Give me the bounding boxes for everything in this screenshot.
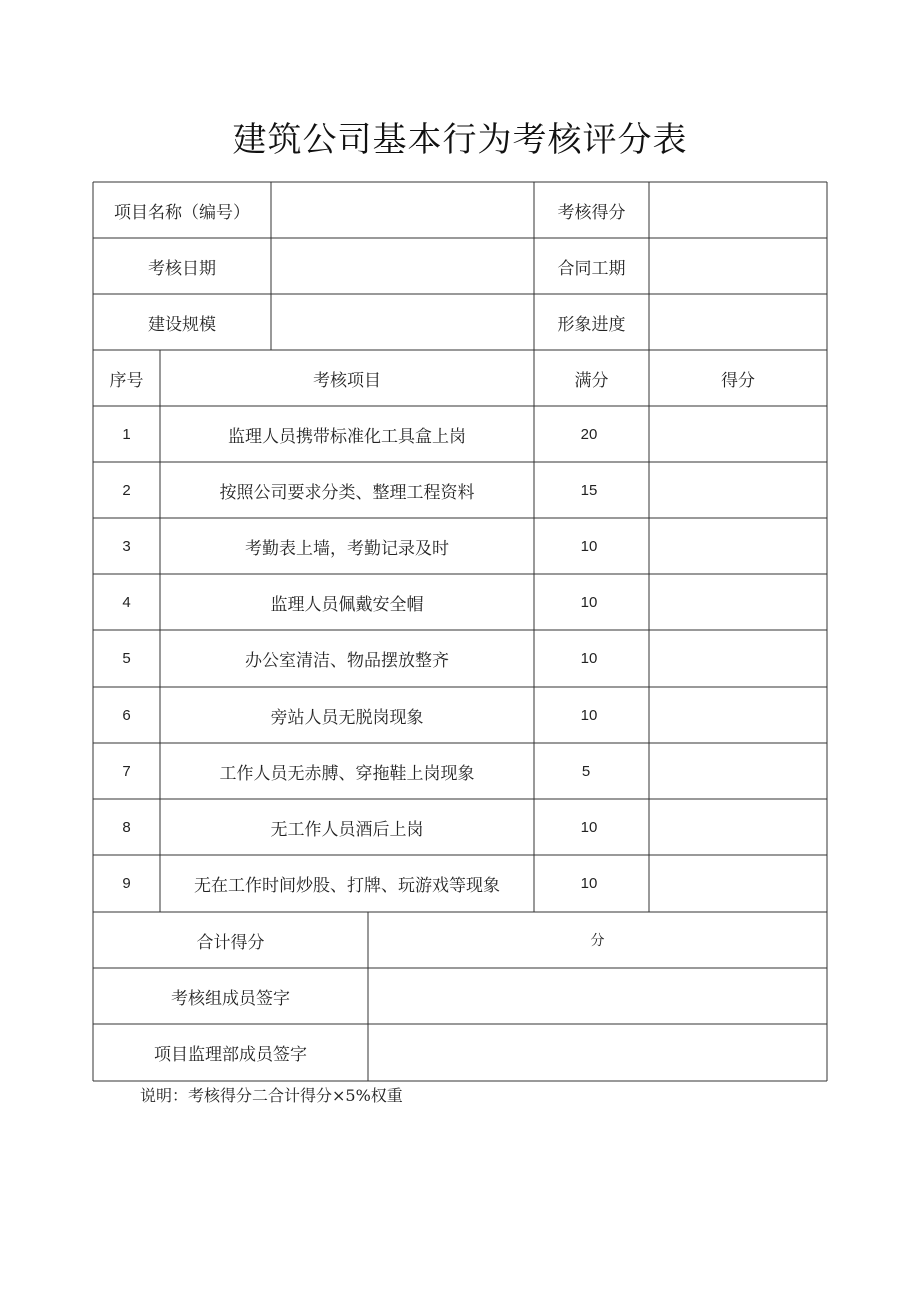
total-score-label: 合计得分	[196, 932, 265, 953]
row-full-score: 5	[581, 762, 591, 780]
row-seq: 5	[122, 650, 131, 667]
row-score-field[interactable]	[649, 799, 827, 855]
assessment-team-signature-label: 考核组成员签字	[171, 988, 290, 1009]
column-header-score: 得分	[721, 370, 755, 391]
project-name-label: 项目名称（编号）	[114, 202, 250, 223]
row-item: 无工作人员酒后上岗	[270, 819, 424, 840]
assessment-score-label: 考核得分	[557, 202, 626, 223]
row-score-field[interactable]	[649, 630, 827, 687]
row-seq: 3	[122, 537, 131, 555]
column-header-item: 考核项目	[313, 370, 381, 391]
row-score-field[interactable]	[649, 462, 827, 518]
row-seq: 6	[122, 706, 131, 724]
row-full-score: 20	[580, 425, 598, 443]
assessment-team-signature-field[interactable]	[368, 968, 827, 1024]
column-header-full-score: 满分	[574, 370, 609, 391]
row-item: 监理人员佩戴安全帽	[270, 594, 424, 615]
assessment-date-field[interactable]	[271, 238, 534, 294]
row-item: 监理人员携带标准化工具盒上岗	[228, 426, 466, 447]
row-item: 办公室清洁、物品摆放整齐	[245, 651, 449, 671]
row-full-score: 10	[580, 593, 598, 611]
row-score-field[interactable]	[649, 687, 827, 743]
column-header-seq: 序号	[109, 370, 144, 391]
progress-label: 形象进度	[557, 314, 626, 335]
row-seq: 8	[122, 818, 131, 836]
progress-field[interactable]	[649, 294, 827, 350]
row-full-score: 10	[580, 650, 598, 667]
row-seq: 4	[122, 593, 131, 611]
row-item: 按照公司要求分类、整理工程资料	[219, 482, 475, 503]
row-item: 考勤表上墙，考勤记录及时	[245, 538, 449, 559]
row-full-score: 10	[580, 818, 598, 836]
row-item: 无在工作时间炒股、打牌、玩游戏等现象	[194, 876, 500, 896]
row-item: 旁站人员无脱岗现象	[270, 707, 424, 728]
total-score-field[interactable]: 分	[590, 933, 605, 949]
row-seq: 9	[122, 875, 131, 892]
footnote: 说明：考核得分二合计得分×5%权重	[140, 1086, 403, 1105]
row-score-field[interactable]	[649, 574, 827, 630]
row-seq: 1	[122, 425, 131, 443]
row-item: 工作人员无赤膊、穿拖鞋上岗现象	[219, 763, 475, 784]
supervision-dept-signature-label: 项目监理部成员签字	[154, 1045, 307, 1065]
row-full-score: 15	[580, 481, 598, 499]
row-full-score: 10	[580, 875, 598, 892]
row-score-field[interactable]	[649, 855, 827, 912]
supervision-dept-signature-field[interactable]	[368, 1024, 827, 1081]
row-score-field[interactable]	[649, 518, 827, 574]
row-full-score: 10	[580, 537, 598, 555]
row-score-field[interactable]	[649, 743, 827, 799]
row-score-field[interactable]	[649, 406, 827, 462]
contract-period-field[interactable]	[649, 238, 827, 294]
row-seq: 2	[122, 481, 131, 499]
construction-scale-field[interactable]	[271, 294, 534, 350]
construction-scale-label: 建设规模	[148, 314, 216, 335]
row-seq: 7	[122, 762, 131, 780]
project-name-field[interactable]	[271, 182, 534, 238]
assessment-score-field[interactable]	[649, 182, 827, 238]
assessment-date-label: 考核日期	[148, 258, 216, 279]
row-full-score: 10	[580, 706, 598, 724]
page-title: 建筑公司基本行为考核评分表	[232, 120, 688, 160]
contract-period-label: 合同工期	[557, 258, 626, 279]
